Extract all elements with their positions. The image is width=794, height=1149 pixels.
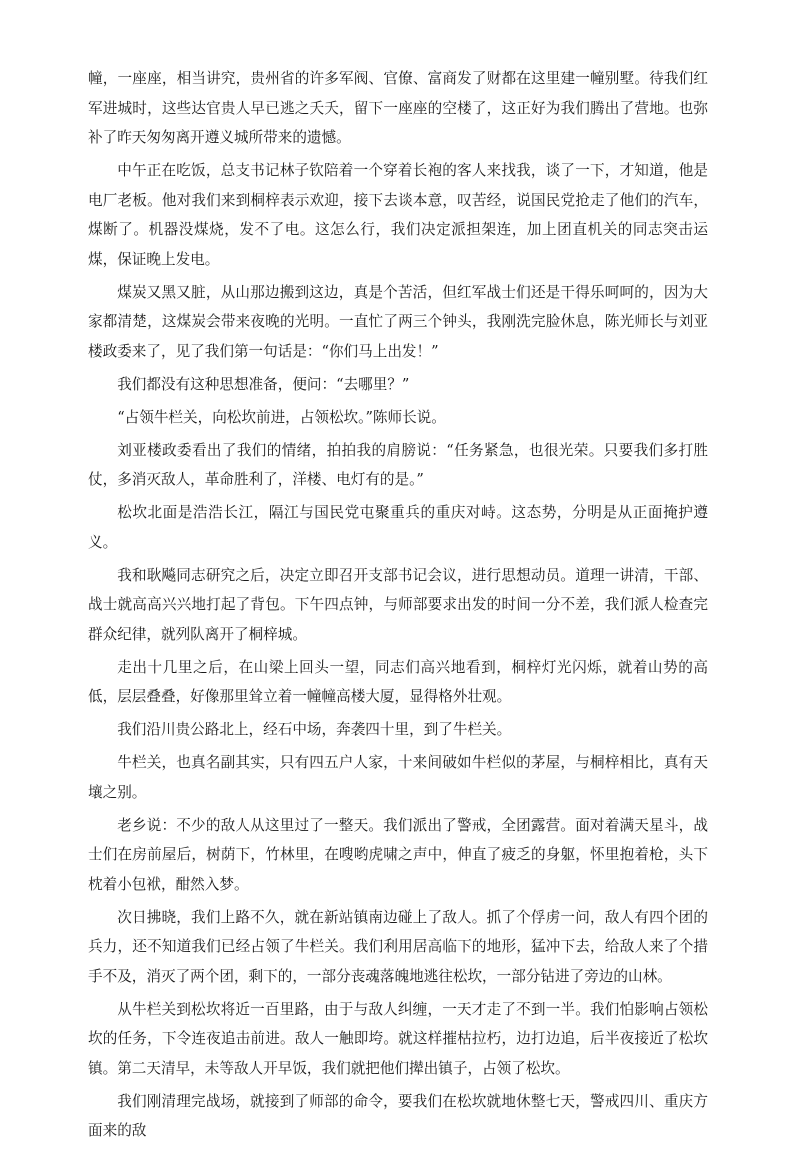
paragraph-14: 从牛栏关到松坎将近一百里路，由于与敌人纠缠，一天才走了不到一半。我们怕影响占领松坎的任务，下令连夜追击前进。敌人一触即垮。就这样摧枯拉朽，边打边追，后半夜接近了松坎镇。第二天清早，未等敌人开早饭，我们就把他们撵出镇子，占领了松坎。 (88, 1000, 708, 1077)
paragraph-4: 我们都没有这种思想准备，便问：“去哪里？” (117, 375, 410, 393)
paragraph-3: 煤炭又黑又脏，从山那边搬到这边，真是个苦活，但红军战士们还是干得乐呵呵的，因为大家都清楚，这煤炭会带来夜晚的光明。一直忙了两三个钟头，我刚洗完脸休息，陈光师长与刘亚楼政委来了，见了我们第一句话是：“你们马上出发！” (88, 283, 708, 360)
document-page (88, 64, 708, 1149)
paragraph-12: 老乡说：不少的敌人从这里过了一整天。我们派出了警戒，全团露营。面对着满天星斗，战士们在房前屋后，树荫下，竹林里，在嗖哟虎啸之声中，伸直了疲乏的身躯，怀里抱着枪，头下枕着小包袱，酣然入梦。 (88, 816, 708, 893)
paragraph-5: “占领牛栏关，向松坎前进，占领松坎。”陈师长说。 (117, 408, 446, 426)
paragraph-2: 中午正在吃饭，总支书记林子钦陪着一个穿着长袍的客人来找我，谈了一下，才知道，他是电厂老板。他对我们来到桐梓表示欢迎，接下去谈本意，叹苦经，说国民党抢走了他们的汽车，煤断了。机器没煤烧，发不了电。这怎么行，我们决定派担架连，加上团直机关的同志突击运煤，保证晚上发电。 (88, 162, 708, 268)
paragraph-11: 牛栏关，也真名副其实，只有四五户人家，十来间破如牛栏似的茅屋，与桐梓相比，真有天壤之别。 (88, 754, 708, 801)
paragraph-9: 走出十几里之后，在山梁上回头一望，同志们高兴地看到，桐梓灯光闪烁，就着山势的高低，层层叠叠，好像那里耸立着一幢幢高楼大厦，显得格外壮观。 (88, 658, 708, 705)
paragraph-6: 刘亚楼政委看出了我们的情绪，拍拍我的肩膀说：“任务紧急，也很光荣。只要我们多打胜仗，多消灭敌人，革命胜利了，洋楼、电灯有的是。” (88, 441, 708, 488)
paragraph-7: 松坎北面是浩浩长江，隔江与国民党屯聚重兵的重庆对峙。这态势，分明是从正面掩护遵义。 (88, 504, 708, 551)
paragraph-10: 我们沿川贵公路北上，经石中场，奔袭四十里，到了牛栏关。 (117, 721, 512, 738)
paragraph-8: 我和耿飚同志研究之后，决定立即召开支部书记会议，进行思想动员。道理一讲清，干部、战士就高高兴兴地打起了背包。下午四点钟，与师部要求出发的时间一分不差，我们派人检查完群众纪律，就列队离开了桐梓城。 (88, 566, 708, 643)
paragraph-13: 次日拂晓，我们上路不久，就在新站镇南边碰上了敌人。抓了个俘虏一问，敌人有四个团的兵力，还不知道我们已经占领了牛栏关。我们利用居高临下的地形，猛冲下去，给敌人来了个措手不及，消灭了两个团，剩下的，一部分丧魂落魄地逃往松坎，一部分钻进了旁边的山林。 (88, 908, 708, 985)
paragraph-1: 幢，一座座，相当讲究，贵州省的许多军阀、官僚、富商发了财都在这里建一幢别墅。待我们红军进城时，这些达官贵人早已逃之夭夭，留下一座座的空楼了，这正好为我们腾出了营地。也弥补了昨天匆匆离开遵义城所带来的遗憾。 (88, 70, 708, 146)
paragraph-15: 我们刚清理完战场，就接到了师部的命令，要我们在松坎就地休整七天，警戒四川、重庆方面来的敌 (88, 1092, 708, 1139)
